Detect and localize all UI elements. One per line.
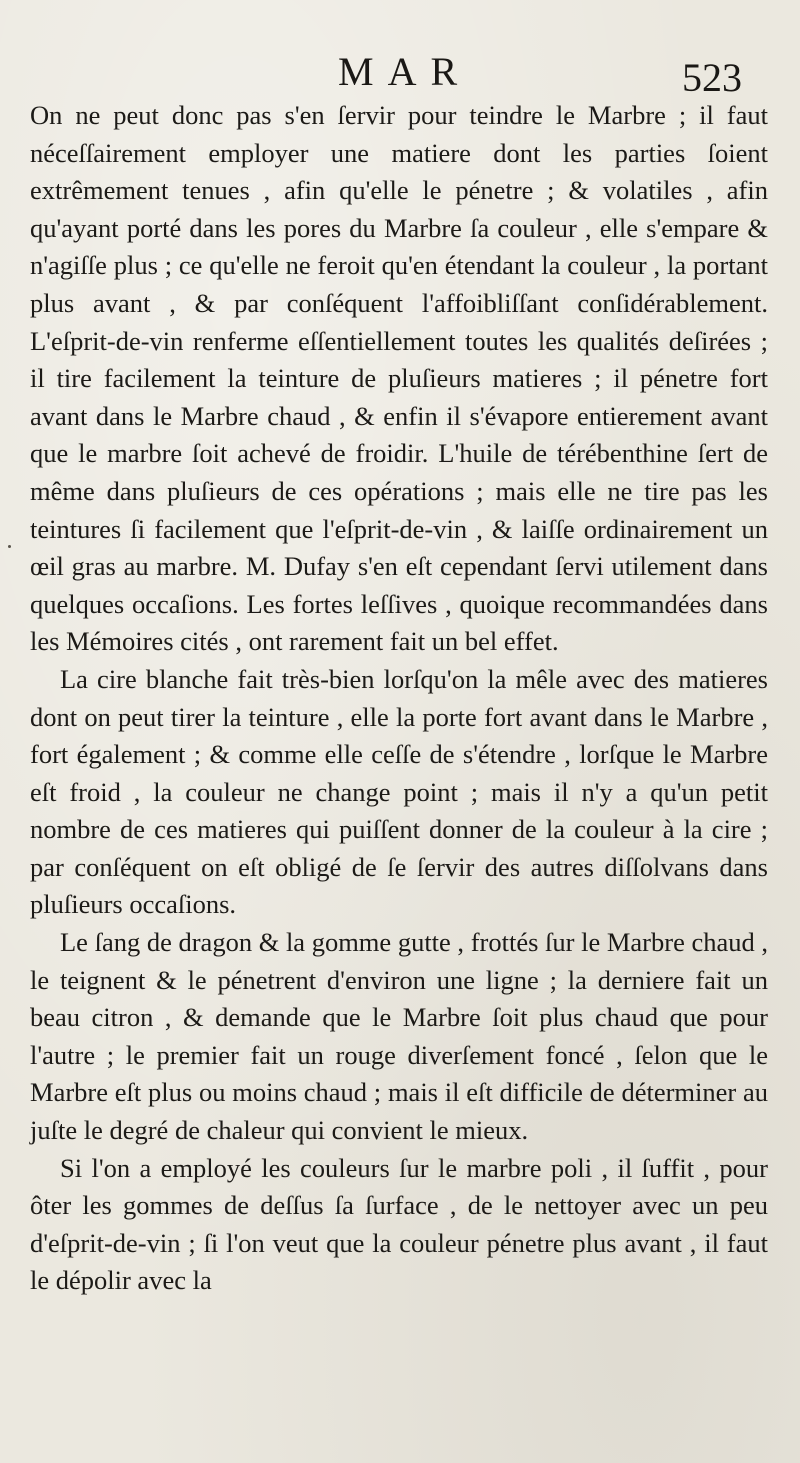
paragraph-2: La cire blanche fait très-bien lorſqu'on la mêle avec des matieres dont on peut tirer la teinture , elle la porte fort avant dans le Marbre , fort également ; & comme elle ceſſe de s'étendre , lorſque le Marbre eſt froid , la couleur ne change point ; mais il n'y a qu'un petit nombre de ces matieres qui puiſſent donner de la couleur à la cire ; par conſéquent on eſt obligé de ſe ſervir des autres diſſolvans dans pluſieurs occaſions. [30,663,768,920]
page-number: 523 [682,55,742,100]
paragraph-4: Si l'on a employé les couleurs ſur le marbre poli , il ſuffit , pour ôter les gommes de deſſus ſa ſurface , de le nettoyer avec un peu d'eſprit-de-vin ; ſi l'on veut que la couleur pénetre plus avant , il faut le dépolir avec la [30,1152,768,1296]
body-text [30,97,768,1300]
ink-speck [8,545,11,548]
running-head: MAR [338,49,472,94]
paragraph-1: On ne peut donc pas s'en ſervir pour teindre le Marbre ; il faut néceſſairement employer une matiere dont les parties ſoient extrêmement tenues , afin qu'elle le pénetre ; & volatiles , afin qu'ayant porté dans les pores du Marbre ſa couleur , elle s'empare & n'agiſſe plus ; ce qu'elle ne feroit qu'en étendant la couleur , la portant plus avant , & par conſéquent l'affoibliſſant conſidérablement. L'eſprit-de-vin renferme eſſentiellement toutes les qualités deſirées ; il tire facilement la teinture de pluſieurs matieres ; il pénetre fort avant dans le Marbre chaud , & enfin il s'évapore entierement avant que le marbre ſoit achevé de froidir. L'huile de térébenthine ſert de même dans pluſieurs de ces opérations ; mais elle ne tire pas les teintures ſi facilement que l'eſprit-de-vin , & laiſſe ordinairement un œil gras au marbre. M. Dufay s'en eſt cependant ſervi utilement dans quelques occaſions. Les fortes leſſives , quoique recommandées dans les Mémoires cités , ont rarement fait un bel effet. [30,100,768,657]
paragraph-3: Le ſang de dragon & la gomme gutte , frottés ſur le Marbre chaud , le teignent & le pénetrent d'environ une ligne ; la derniere fait un beau citron , & demande que le Marbre ſoit plus chaud que pour l'autre ; le premier fait un rouge diverſement foncé , ſelon que le Marbre eſt plus ou moins chaud ; mais il eſt difficile de déterminer au juſte le degré de chaleur qui convient le mieux. [30,927,768,1146]
